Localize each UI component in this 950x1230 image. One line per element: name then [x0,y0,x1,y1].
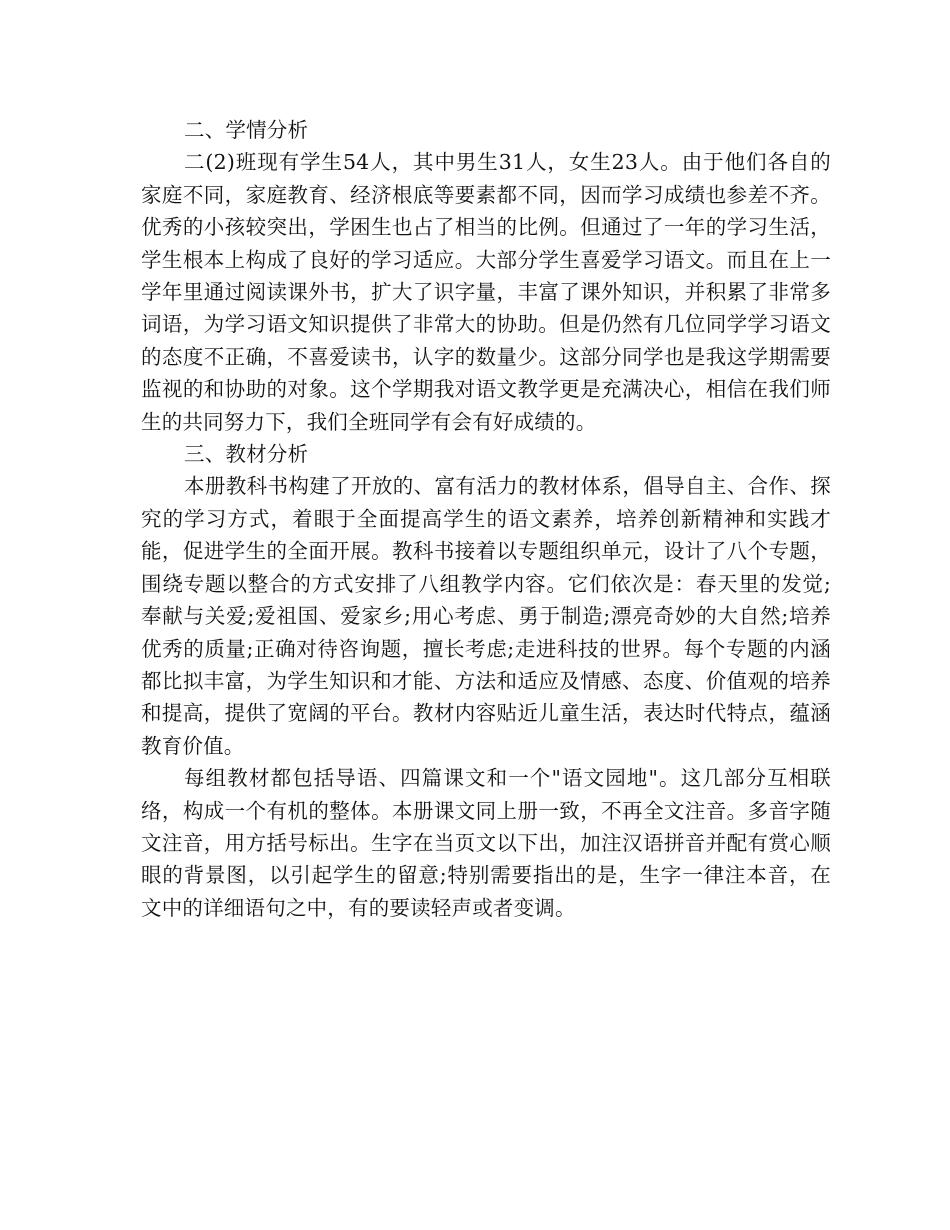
section-heading-student-analysis: 二、学情分析 [184,118,309,142]
textbook-analysis-paragraph-2: 每组教材都包括导语、四篇课文和一个"语文园地"。这几部分互相联络，构成一个有机的整体。本册课文同上册一致，不再全文注音。多音字随文注音，用方括号标出。生字在当页文以下出，加注汉语拼音并配有赏心顺眼的背景图，以引起学生的留意;特别需要指出的是，生字一律注本音，在文中的详细语句之中，有的要读轻声或者变调。 [141,766,831,920]
document-body [141,114,831,924]
student-analysis-paragraph: 二(2)班现有学生54人，其中男生31人，女生23人。由于他们各自的家庭不同，家庭教育、经济根底等要素都不同，因而学习成绩也参差不齐。优秀的小孩较突出，学困生也占了相当的比例。但通过了一年的学习生活，学生根本上构成了良好的学习适应。大部分学生喜爱学习语文。而且在上一学年里通过阅读课外书，扩大了识字量，丰富了课外知识，并积累了非常多词语，为学习语文知识提供了非常大的协助。但是仍然有几位同学学习语文的态度不正确，不喜爱读书，认字的数量少。这部分同学也是我这学期需要监视的和协助的对象。这个学期我对语文教学更是充满决心，相信在我们师生的共同努力下，我们全班同学有会有好成绩的。 [141,150,831,434]
section-heading-textbook-analysis: 三、教材分析 [184,442,309,467]
textbook-analysis-paragraph-1: 本册教科书构建了开放的、富有活力的教材体系，倡导自主、合作、探究的学习方式，着眼于全面提高学生的语文素养，培养创新精神和实践才能，促进学生的全面开展。教科书接着以专题组织单元，设计了八个专题，围绕专题以整合的方式安排了八组教学内容。它们依次是：春天里的发觉;奉献与关爱;爱祖国、爱家乡;用心考虑、勇于制造;漂亮奇妙的大自然;培养优秀的质量;正确对待咨询题，擅长考虑;走进科技的世界。每个专题的内涵都比拟丰富，为学生知识和才能、方法和适应及情感、态度、价值观的培养和提高，提供了宽阔的平台。教材内容贴近儿童生活，表达时代特点，蕴涵教育价值。 [141,474,831,758]
